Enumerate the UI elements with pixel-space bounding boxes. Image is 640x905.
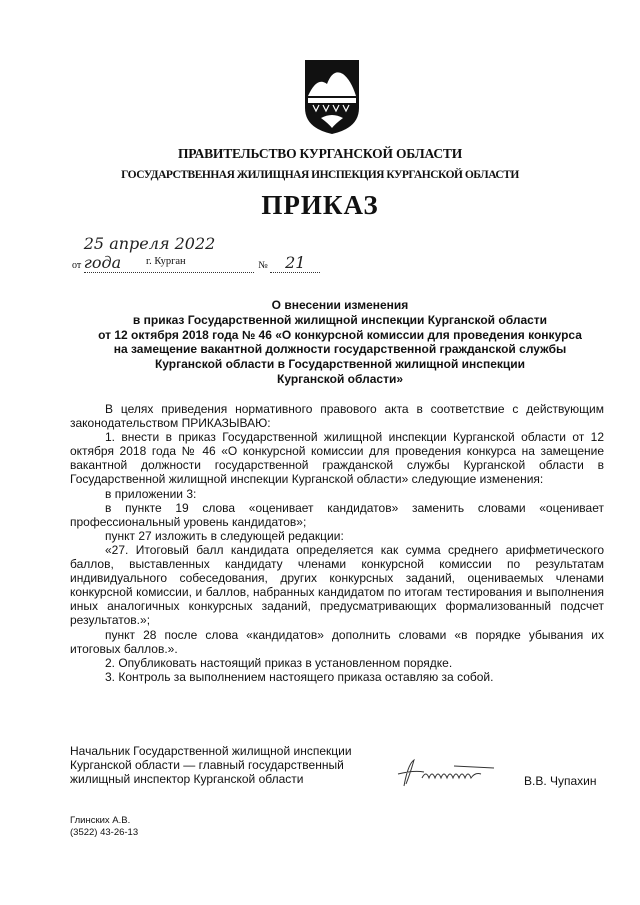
date-prefix: от [72, 260, 82, 271]
paragraph: пункт 28 после слова «кандидатов» дополнить словами «в порядке убывания их итоговых баллов.». [70, 627, 604, 656]
position-line: Курганской области — главный государственный [70, 758, 344, 772]
title-line: Курганской области в Государственной жилищной инспекции [154, 357, 526, 372]
document-type: ПРИКАЗ [261, 190, 379, 220]
coat-of-arms-icon [303, 58, 361, 136]
executor-name: Глинских А.В. [70, 815, 131, 826]
title-line: в приказ Государственной жилищной инспекции Курганской области [132, 312, 548, 327]
paragraph: в приложении 3: [105, 486, 197, 501]
title-line: на замещение вакантной должности государственной гражданской службы [113, 342, 567, 357]
number-prefix: № [258, 260, 268, 271]
signature-icon [384, 756, 502, 790]
government-heading: ПРАВИТЕЛЬСТВО КУРГАНСКОЙ ОБЛАСТИ [177, 146, 463, 161]
handwritten-number: 21 [270, 253, 320, 273]
date-number-line [72, 234, 320, 273]
signatory-position [70, 744, 352, 786]
order-body [70, 402, 604, 684]
paragraph: пункт 27 изложить в следующей редакции: [105, 528, 344, 543]
inspection-heading: ГОСУДАРСТВЕННАЯ ЖИЛИЩНАЯ ИНСПЕКЦИЯ КУРГАНСКОЙ ОБЛАСТИ [121, 169, 519, 181]
executor-phone: (3522) 43-26-13 [70, 827, 139, 838]
title-line: от 12 октября 2018 года № 46 «О конкурсной комиссии для проведения конкурса [98, 327, 582, 342]
paragraph: 1. внести в приказ Государственной жилищной инспекции Курганской области от 12 октября 2018 года № 46 «О конкурсной комиссии для проведения конкурса на замещение вакантной должности государственной гражданской службы Курганской области в Государственной жилищной инспекции Курганской области» следующие изменения: [70, 430, 604, 487]
position-line: жилищный инспектор Курганской области [70, 772, 304, 786]
signatory-name: В.В. Чупахин [524, 774, 597, 788]
paragraph: В целях приведения нормативного правового акта в соответствие с действующим законодательством ПРИКАЗЫВАЮ: [70, 402, 604, 431]
position-line: Начальник Государственной жилищной инспекции [70, 744, 352, 758]
city: г. Курган [146, 256, 186, 267]
order-title [40, 298, 640, 387]
title-line: О внесении изменения [271, 298, 409, 312]
paragraph: в пункте 19 слова «оценивает кандидатов» заменить словами «оценивает профессиональный уровень кандидатов»; [70, 500, 604, 529]
handwritten-date: 25 апреля 2022 года [84, 234, 254, 273]
paragraph: 3. Контроль за выполнением настоящего приказа оставляю за собой. [105, 669, 494, 684]
executor-info [70, 815, 138, 839]
paragraph: «27. Итоговый балл кандидата определяется как сумма среднего арифметического баллов, выставленных кандидату членами конкурсной комиссии по результатам индивидуального собеседования, других конкурсных заданий, оцениваемых членами конкурсной комиссии, и баллов, набранных кандидатом по итогам тестирования и выполнения иных аналогичных конкурсных заданий, предусматривающих формализованный подсчет результатов.»; [70, 542, 604, 628]
title-line: Курганской области» [277, 371, 403, 386]
paragraph: 2. Опубликовать настоящий приказ в установленном порядке. [105, 655, 453, 670]
